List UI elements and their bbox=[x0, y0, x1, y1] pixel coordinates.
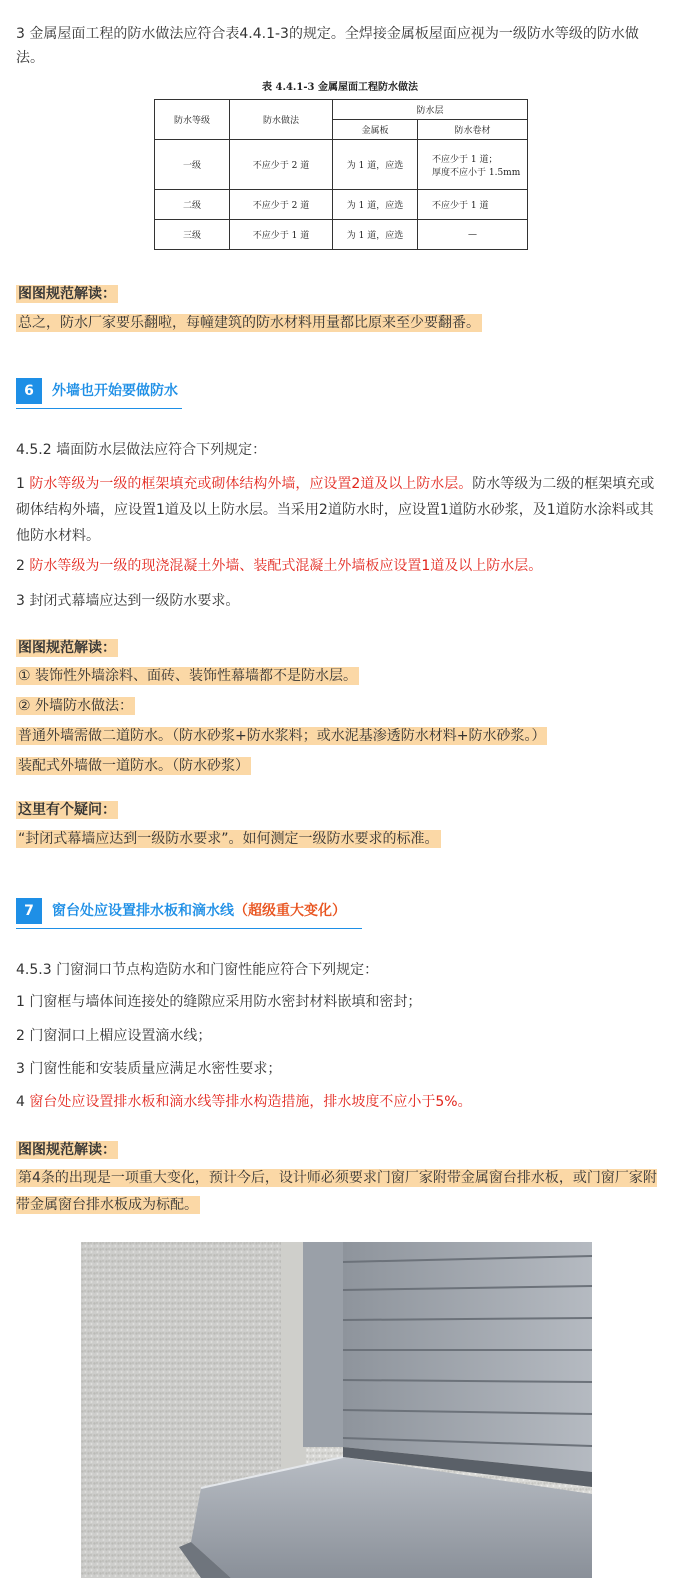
interpretation-line: 装配式外墙做一道防水。（防水砂浆） bbox=[18, 758, 249, 774]
clause-4-5-2: 4.5.2 墙面防水层做法应符合下列规定： bbox=[16, 442, 267, 458]
cell-metal: 为 1 道，应选 bbox=[333, 220, 418, 250]
question-block bbox=[16, 798, 664, 853]
item-prefix: 2 bbox=[16, 558, 30, 574]
clause-4-5-3: 4.5.3 门窗洞口节点构造防水和门窗性能应符合下列规定： bbox=[16, 962, 379, 978]
table-row bbox=[155, 140, 528, 190]
window-sill-photo bbox=[81, 1242, 592, 1578]
header-layer: 防水层 bbox=[333, 100, 528, 120]
interpretation-text: 总之，防水厂家要乐翻啦，每幢建筑的防水材料用量都比原来至少要翻番。 bbox=[18, 315, 480, 331]
table-row bbox=[155, 220, 528, 250]
item-emphasis: 防水等级为一级的框架填充或砌体结构外墙，应设置2道及以上防水层。 bbox=[29, 476, 473, 492]
section-title bbox=[52, 900, 346, 920]
clause-item-3: 3 门窗性能和安装质量应满足水密性要求； bbox=[16, 1061, 282, 1077]
question-title: 这里有个疑问： bbox=[18, 802, 116, 818]
interpretation-line: ② 外墙防水做法： bbox=[18, 698, 134, 714]
clause-item-1 bbox=[16, 471, 664, 549]
section-title: 外墙也开始要做防水 bbox=[52, 383, 178, 399]
section-underline bbox=[16, 928, 362, 929]
interpretation-title: 图图规范解读： bbox=[18, 286, 116, 302]
item-emphasis: 防水等级为一级的现浇混凝土外墙、装配式混凝土外墙板应设置1道及以上防水层。 bbox=[29, 558, 543, 574]
cell-membrane: 不应少于 1 道 bbox=[418, 190, 528, 220]
cell-membrane bbox=[418, 140, 528, 190]
cell-method: 不应少于 2 道 bbox=[230, 140, 333, 190]
interpretation-block-2 bbox=[16, 636, 664, 780]
interpretation-title: 图图规范解读： bbox=[18, 1142, 116, 1158]
header-grade: 防水等级 bbox=[155, 100, 230, 140]
header-membrane: 防水卷材 bbox=[418, 120, 528, 140]
header-method: 防水做法 bbox=[230, 100, 333, 140]
cell-metal: 为 1 道，应选 bbox=[333, 190, 418, 220]
item-text: 防水等级为二级的框架填充或砌体结构外墙，应设置1道及以上防水层。当采用2道防水时，应设置1道防水砂浆，及1道防水涂料或其他防水材料。 bbox=[16, 476, 655, 544]
cell-membrane: — bbox=[418, 220, 528, 250]
clause-item-2 bbox=[16, 554, 664, 578]
cell-method: 不应少于 1 道 bbox=[230, 220, 333, 250]
interpretation-block-3 bbox=[16, 1138, 664, 1219]
clause-item-1: 1 门窗框与墙体间连接处的缝隙应采用防水密封材料嵌填和密封； bbox=[16, 994, 422, 1010]
question-text: “封闭式幕墙应达到一级防水要求”。如何测定一级防水要求的标准。 bbox=[18, 831, 439, 847]
cell-metal: 为 1 道，应选 bbox=[333, 140, 418, 190]
waterproof-spec-table bbox=[154, 99, 528, 250]
clause-item-3: 3 封闭式幕墙应达到一级防水要求。 bbox=[16, 593, 240, 609]
cell-membrane-line: 厚度不应小于 1.5mm bbox=[432, 167, 521, 178]
cell-grade: 一级 bbox=[155, 140, 230, 190]
intro-paragraph: 3 金属屋面工程的防水做法应符合表4.4.1-3的规定。全焊接金属板屋面应视为一级防水等级的防水做法。 bbox=[16, 26, 639, 66]
interpretation-line: 普通外墙需做二道防水。（防水砂浆+防水浆料；或水泥基渗透防水材料+防水砂浆。） bbox=[18, 728, 546, 744]
section-title-text: 窗台处应设置排水板和滴水线 bbox=[52, 903, 234, 919]
table-caption: 表 4.4.1-3 金属屋面工程防水做法 bbox=[262, 82, 418, 93]
table-row bbox=[155, 190, 528, 220]
cell-membrane-line: 不应少于 1 道； bbox=[432, 154, 498, 165]
interpretation-line: ① 装饰性外墙涂料、面砖、装饰性幕墙都不是防水层。 bbox=[18, 668, 357, 684]
item-prefix: 1 bbox=[16, 476, 30, 492]
cell-grade: 三级 bbox=[155, 220, 230, 250]
clause-item-4 bbox=[16, 1090, 664, 1114]
header-metal: 金属板 bbox=[333, 120, 418, 140]
item-emphasis: 窗台处应设置排水板和滴水线等排水构造措施，排水坡度不应小于5%。 bbox=[29, 1094, 472, 1110]
cell-grade: 二级 bbox=[155, 190, 230, 220]
interpretation-block-1 bbox=[16, 282, 664, 337]
section-number: 6 bbox=[16, 378, 42, 404]
section-title-emphasis: （超级重大变化） bbox=[234, 903, 346, 919]
cell-method: 不应少于 2 道 bbox=[230, 190, 333, 220]
interpretation-text: 第4条的出现是一项重大变化，预计今后，设计师必须要求门窗厂家附带金属窗台排水板，或门窗厂家附带金属窗台排水板成为标配。 bbox=[16, 1170, 657, 1213]
section-number: 7 bbox=[16, 898, 42, 924]
interpretation-title: 图图规范解读： bbox=[18, 640, 116, 656]
item-prefix: 4 bbox=[16, 1094, 30, 1110]
section-underline bbox=[16, 408, 182, 409]
clause-item-2: 2 门窗洞口上楣应设置滴水线； bbox=[16, 1028, 212, 1044]
